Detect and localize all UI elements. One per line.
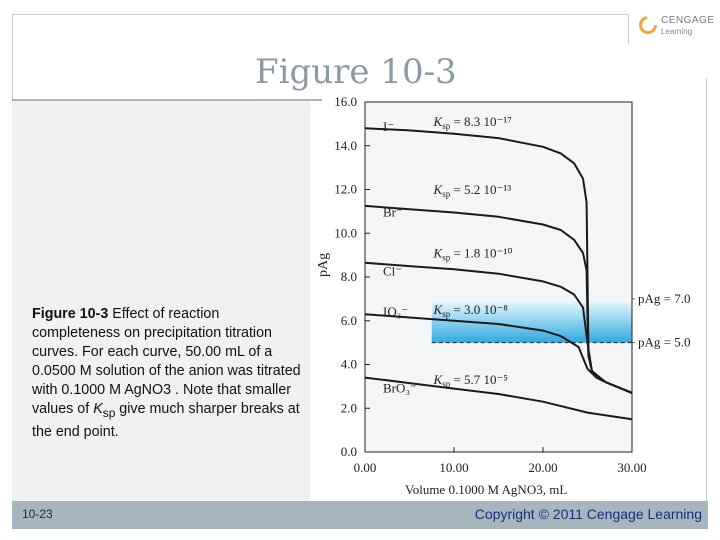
cengage-logo-icon <box>639 16 657 34</box>
caption-label: Figure 10-3 <box>32 306 109 322</box>
x-tick-label: 10.00 <box>439 460 469 475</box>
x-tick-label: 0.00 <box>353 460 377 475</box>
y-axis-label: pAg <box>316 252 331 277</box>
x-tick-label: 30.00 <box>617 460 647 475</box>
y-tick-label: 10.0 <box>334 225 357 241</box>
plot-area <box>365 102 638 452</box>
y-tick-label: 12.0 <box>334 181 357 197</box>
series-label: Br⁻ <box>383 204 403 220</box>
y-tick-label: 8.0 <box>340 269 357 284</box>
band-label-upper: pAg = 7.0 <box>638 290 691 306</box>
footer-bar <box>12 501 708 529</box>
slide-title: Figure 10-3 <box>255 52 457 92</box>
band-label-lower: pAg = 5.0 <box>638 334 691 350</box>
series-label: IO₃⁻ <box>383 304 409 319</box>
y-tick-label: 0.0 <box>340 444 357 459</box>
series-label: Cl⁻ <box>383 263 403 279</box>
ksp-annotation: $K_{sp} = 8.3$ 10⁻¹⁷ <box>433 114 512 132</box>
x-axis-label: Volume 0.1000 M AgNO3, mL <box>405 482 568 497</box>
series-label: I⁻ <box>383 119 395 135</box>
slide-number: 10-23 <box>22 507 53 521</box>
ksp-annotation: $K_{sp} = 3.0$ 10⁻⁸ <box>433 302 508 320</box>
brand-divider <box>628 14 629 44</box>
x-tick-label: 20.00 <box>528 460 558 475</box>
ksp-annotation: $K_{sp} = 1.8$ 10⁻¹⁰ <box>433 245 513 263</box>
ksp-annotation: $K_{sp} = 5.7$ 10⁻⁵ <box>433 372 508 390</box>
caption-ksp-sub: sp <box>102 405 116 420</box>
y-tick-label: 4.0 <box>340 356 357 372</box>
y-tick-label: 6.0 <box>340 312 357 328</box>
copyright-text: Copyright © 2011 Cengage Learning <box>474 506 702 522</box>
y-tick-label: 16.0 <box>334 94 357 109</box>
brand-top: CENGAGE <box>661 15 715 26</box>
cengage-logo <box>639 15 715 37</box>
y-tick-label: 2.0 <box>340 400 357 416</box>
caption-text-1: Effect of reaction completeness on precipitation titration curves. For each curve, 50.00 mL of a 0.0500 M solution of the anion was titrated with 0.1000 M AgNO3 . Note that smaller values of <box>32 306 301 417</box>
plot-background <box>365 102 632 452</box>
cengage-logo-text <box>661 15 715 37</box>
y-tick-label: 14.0 <box>334 137 357 153</box>
brand-bottom: Learning <box>661 27 693 36</box>
titration-chart <box>310 92 710 504</box>
ksp-annotation: $K_{sp} = 5.2$ 10⁻¹³ <box>433 181 512 199</box>
slide-frame-top <box>12 14 627 15</box>
caption-ksp: K <box>93 401 103 417</box>
series-label: BrO₃⁻ <box>383 380 417 396</box>
figure-caption <box>32 305 304 442</box>
caption-text-2: give much sharper breaks at the end point. <box>32 401 300 440</box>
